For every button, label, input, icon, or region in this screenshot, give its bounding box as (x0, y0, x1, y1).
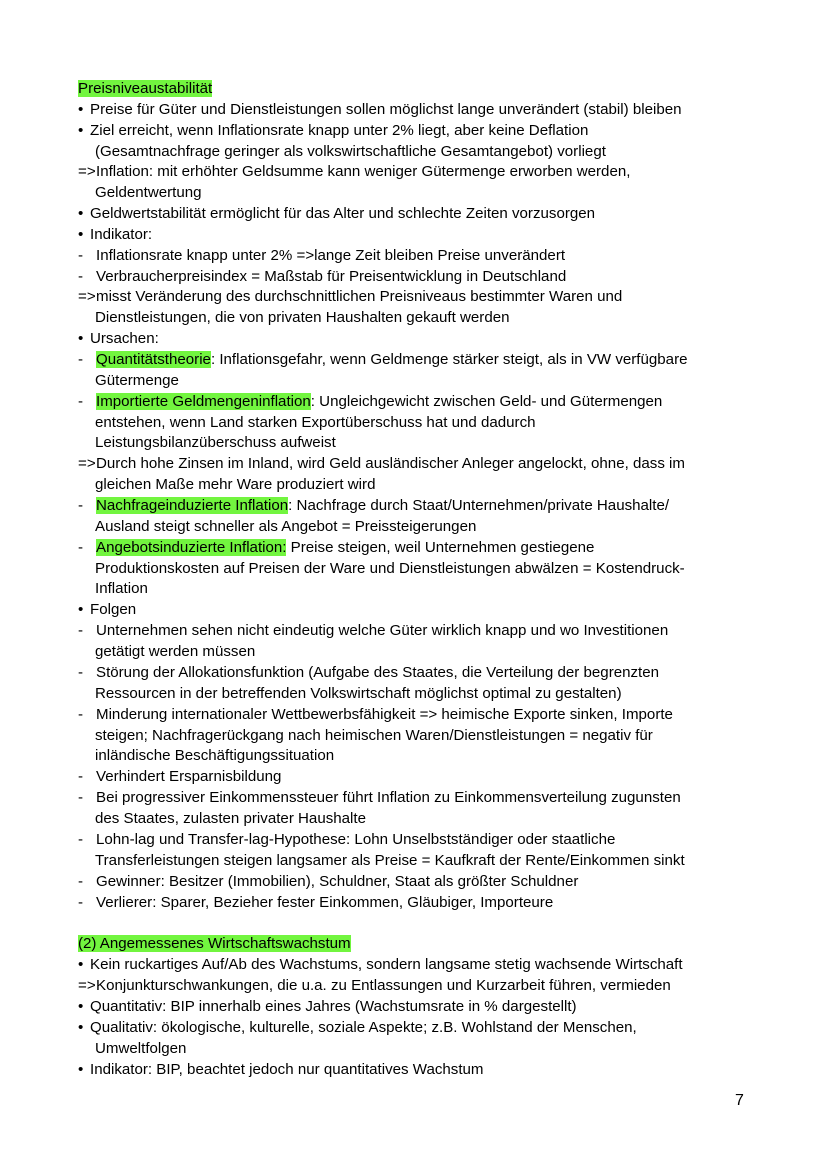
line-text: Minderung internationaler Wettbewerbsfähigkeit => heimische Exporte sinken, Importe (96, 706, 673, 723)
line-text: Unternehmen sehen nicht eindeutig welche Güter wirklich knapp und wo Investitionen (96, 622, 669, 639)
line-content (96, 496, 669, 517)
bullet-marker: • (78, 601, 84, 618)
line-content (95, 413, 536, 434)
line-content (78, 934, 351, 955)
line-text: steigen; Nachfragerückgang nach heimischen Waren/Dienstleistungen = negativ für (95, 727, 653, 744)
line-content (96, 162, 630, 183)
line-content (96, 663, 659, 684)
line-content (90, 1060, 484, 1081)
highlighted-term: (2) Angemessenes Wirtschaftswachstum (78, 935, 351, 952)
line-text: Gewinner: Besitzer (Immobilien), Schuldner, Staat als größter Schuldner (96, 873, 579, 890)
bullet-marker: • (78, 101, 84, 118)
line-text: : Inflationsgefahr, wenn Geldmenge stärker steigt, als in VW verfügbare (210, 351, 688, 368)
dash-marker: - (78, 768, 84, 785)
dash-marker: - (78, 393, 84, 410)
line-content (95, 433, 336, 454)
dash-marker: - (78, 247, 84, 264)
page-number: 7 (735, 1092, 744, 1109)
line-content (96, 705, 673, 726)
line-content (95, 142, 606, 163)
line-text: Produktionskosten auf Preisen der Ware und Dienstleistungen abwälzen = Kostendruck- (95, 560, 685, 577)
line-content (90, 329, 159, 350)
line-text: Verbraucherpreisindex = Maßstab für Preisentwicklung in Deutschland (96, 268, 567, 285)
line-text: des Staates, zulasten privater Haushalte (95, 810, 367, 827)
line-content (95, 1039, 186, 1060)
line-content (96, 454, 685, 475)
dash-marker: - (78, 831, 84, 848)
line-content (90, 204, 595, 225)
line-text: Gütermenge (95, 372, 179, 389)
dash-marker: - (78, 789, 84, 806)
bullet-marker: • (78, 1061, 84, 1078)
line-text: Lohn-lag und Transfer-lag-Hypothese: Lohn Unselbstständiger oder staatliche (96, 831, 616, 848)
bullet-marker: • (78, 956, 84, 973)
line-text: Ressourcen in der betreffenden Volkswirtschaft möglichst optimal zu gestalten) (95, 685, 622, 702)
arrow-marker: => (78, 163, 96, 180)
bullet-marker: • (78, 998, 84, 1015)
line-text: Inflation: mit erhöhter Geldsumme kann weniger Gütermenge erworben werden, (96, 163, 631, 180)
dash-marker: - (78, 622, 84, 639)
line-content (95, 559, 685, 580)
line-text: Konjunkturschwankungen, die u.a. zu Entlassungen und Kurzarbeit führen, vermieden (96, 977, 671, 994)
line-content (96, 830, 615, 851)
line-text: Quantitativ: BIP innerhalb eines Jahres (Wachstumsrate in % dargestellt) (90, 998, 577, 1015)
line-text: Störung der Allokationsfunktion (Aufgabe des Staates, die Verteilung der begrenzten (96, 664, 660, 681)
dash-marker: - (78, 539, 84, 556)
highlighted-term: Preisniveaustabilität (78, 80, 213, 97)
line-content (95, 371, 179, 392)
line-content (95, 579, 148, 600)
dash-marker: - (78, 664, 84, 681)
dash-marker: - (78, 706, 84, 723)
bullet-marker: • (78, 1019, 84, 1036)
line-content (96, 267, 566, 288)
line-content (96, 246, 565, 267)
highlighted-term: Angebotsinduzierte Inflation: (96, 539, 287, 556)
arrow-marker: => (78, 288, 96, 305)
line-text: Ziel erreicht, wenn Inflationsrate knapp unter 2% liegt, aber keine Deflation (90, 122, 589, 139)
line-text: Umweltfolgen (95, 1040, 187, 1057)
line-content (95, 475, 375, 496)
line-text: Indikator: (90, 226, 153, 243)
line-content (96, 788, 681, 809)
line-text: Transferleistungen steigen langsamer als Preise = Kaufkraft der Rente/Einkommen sinkt (95, 852, 685, 869)
line-text: inländische Beschäftigungssituation (95, 747, 335, 764)
line-text: Preise für Güter und Dienstleistungen sollen möglichst lange unverändert (stabil) bleiben (90, 101, 682, 118)
line-text: Ursachen: (90, 330, 159, 347)
line-content (96, 350, 688, 371)
line-text: entstehen, wenn Land starken Exportüberschuss hat und dadurch (95, 414, 536, 431)
line-text: Ausland steigt schneller als Angebot = Preissteigerungen (95, 518, 477, 535)
line-text: (Gesamtnachfrage geringer als volkswirtschaftliche Gesamtangebot) vorliegt (95, 143, 606, 160)
line-text: misst Veränderung des durchschnittlichen Preisniveaus bestimmter Waren und (96, 288, 623, 305)
line-text: Qualitativ: ökologische, kulturelle, soziale Aspekte; z.B. Wohlstand der Menschen, (90, 1019, 637, 1036)
line-text: Bei progressiver Einkommenssteuer führt Inflation zu Einkommensverteilung zugunsten (96, 789, 681, 806)
line-text: Dienstleistungen, die von privaten Haushalten gekauft werden (95, 309, 510, 326)
line-text: Inflationsrate knapp unter 2% =>lange Zeit bleiben Preise unverändert (96, 247, 566, 264)
line-text: : Ungleichgewicht zwischen Geld- und Gütermengen (310, 393, 663, 410)
line-text: Verlierer: Sparer, Bezieher fester Einkommen, Gläubiger, Importeure (96, 894, 554, 911)
line-text: Verhindert Ersparnisbildung (96, 768, 282, 785)
line-content (95, 684, 622, 705)
line-content (96, 621, 668, 642)
line-content (95, 809, 366, 830)
line-content (95, 308, 510, 329)
line-content (95, 183, 202, 204)
arrow-marker: => (78, 455, 96, 472)
line-text: Kein ruckartiges Auf/Ab des Wachstums, sondern langsame stetig wachsende Wirtschaft (90, 956, 683, 973)
bullet-marker: • (78, 205, 84, 222)
dash-marker: - (78, 873, 84, 890)
line-content (96, 287, 622, 308)
highlighted-term: Quantitätstheorie (96, 351, 211, 368)
line-content (90, 100, 682, 121)
line-content (90, 955, 683, 976)
line-text: : Nachfrage durch Staat/Unternehmen/private Haushalte/ (288, 497, 670, 514)
line-content (90, 225, 152, 246)
dash-marker: - (78, 351, 84, 368)
dash-marker: - (78, 497, 84, 514)
line-content (90, 1018, 637, 1039)
highlighted-term: Nachfrageinduzierte Inflation (96, 497, 289, 514)
line-content (96, 392, 662, 413)
bullet-marker: • (78, 226, 84, 243)
highlighted-term: Importierte Geldmengeninflation (96, 393, 311, 410)
line-content (95, 517, 476, 538)
line-content (90, 600, 136, 621)
dash-marker: - (78, 268, 84, 285)
bullet-marker: • (78, 122, 84, 139)
line-text: Durch hohe Zinsen im Inland, wird Geld ausländischer Anleger angelockt, ohne, dass im (96, 455, 685, 472)
line-text: getätigt werden müssen (95, 643, 256, 660)
line-text: Inflation (95, 580, 148, 597)
line-text: Folgen (90, 601, 137, 618)
line-content (96, 538, 594, 559)
line-content (90, 997, 577, 1018)
line-content (95, 642, 255, 663)
line-text: Leistungsbilanzüberschuss aufweist (95, 434, 336, 451)
line-content (78, 79, 212, 100)
line-content (90, 121, 588, 142)
line-content (95, 851, 685, 872)
line-content (96, 767, 281, 788)
line-content (95, 746, 334, 767)
line-content (95, 726, 653, 747)
bullet-marker: • (78, 330, 84, 347)
line-text: Preise steigen, weil Unternehmen gestiegene (286, 539, 595, 556)
line-content (96, 976, 671, 997)
arrow-marker: => (78, 977, 96, 994)
line-content (96, 872, 578, 893)
line-text: Geldentwertung (95, 184, 202, 201)
line-text: Indikator: BIP, beachtet jedoch nur quantitatives Wachstum (90, 1061, 484, 1078)
line-text: gleichen Maße mehr Ware produziert wird (95, 476, 376, 493)
line-text: Geldwertstabilität ermöglicht für das Alter und schlechte Zeiten vorzusorgen (90, 205, 596, 222)
dash-marker: - (78, 894, 84, 911)
line-content (96, 893, 553, 914)
